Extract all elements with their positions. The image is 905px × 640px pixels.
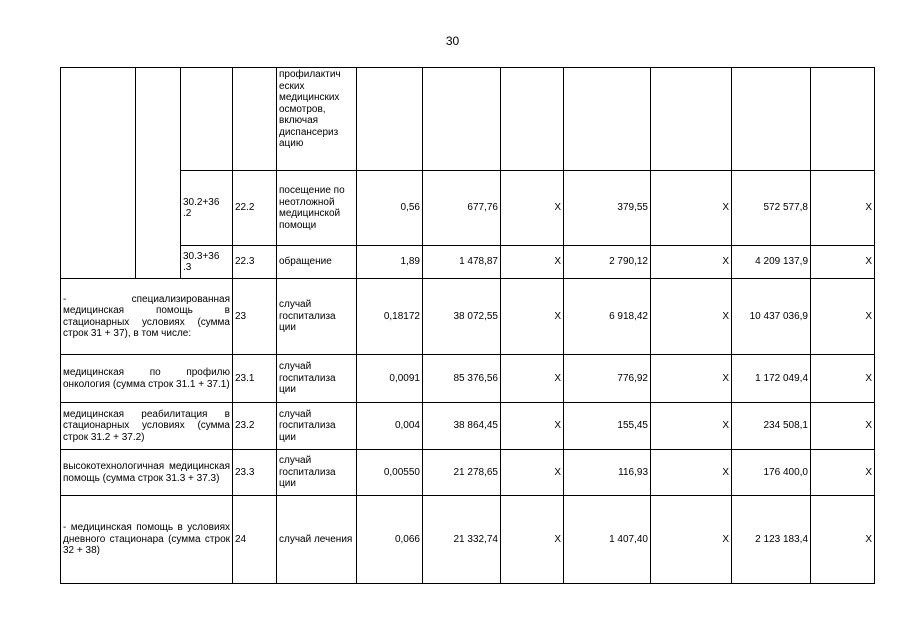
unit-cell: случай госпитализа ции (277, 355, 357, 403)
table-row (61, 496, 875, 584)
row-number-cell (233, 68, 277, 171)
table-row (61, 246, 875, 279)
code-cell: 30.3+36 .3 (181, 246, 233, 279)
value-cell (564, 68, 651, 171)
x-cell: X (501, 246, 564, 279)
value-cell: 1 478,87 (423, 246, 501, 279)
row-number-cell: 22.2 (233, 171, 277, 246)
value-cell: 6 918,42 (564, 279, 651, 355)
value-cell: 1 172 049,4 (732, 355, 811, 403)
value-cell: 4 209 137,9 (732, 246, 811, 279)
value-cell: 776,92 (564, 355, 651, 403)
description-cell: медицинская реабилитация в стационарных условиях (сумма строк 31.2 + 37.2) (61, 403, 233, 450)
value-cell: 176 400,0 (732, 450, 811, 496)
code-cell (181, 68, 233, 171)
row-number-cell: 23 (233, 279, 277, 355)
value-cell: 85 376,56 (423, 355, 501, 403)
x-cell: X (501, 355, 564, 403)
value-cell (732, 68, 811, 171)
value-cell: 234 508,1 (732, 403, 811, 450)
x-cell: X (651, 246, 732, 279)
value-cell: 38 864,45 (423, 403, 501, 450)
value-cell: 21 278,65 (423, 450, 501, 496)
value-cell: 0,00550 (357, 450, 423, 496)
unit-cell: профилактич еских медицинских осмотров, включая диспансериз ацию (277, 68, 357, 171)
row-number-cell: 22.3 (233, 246, 277, 279)
value-cell: 0,066 (357, 496, 423, 584)
value-cell: 116,93 (564, 450, 651, 496)
x-cell: X (651, 496, 732, 584)
row-number-cell: 23.1 (233, 355, 277, 403)
code-cell: 30.2+36 .2 (181, 171, 233, 246)
table-row (61, 279, 875, 355)
value-cell (357, 68, 423, 171)
x-cell: X (811, 496, 875, 584)
row-group-sub-cell (136, 68, 181, 279)
value-cell: 2 790,12 (564, 246, 651, 279)
value-cell (811, 68, 875, 171)
x-cell: X (651, 450, 732, 496)
x-cell: X (501, 279, 564, 355)
description-cell: - медицинская помощь в условиях дневного стационара (сумма строк 32 + 38) (61, 496, 233, 584)
value-cell: 155,45 (564, 403, 651, 450)
unit-cell: случай госпитализа ции (277, 450, 357, 496)
value-cell: 10 437 036,9 (732, 279, 811, 355)
unit-cell: случай госпитализа ции (277, 403, 357, 450)
value-cell: 677,76 (423, 171, 501, 246)
x-cell: X (501, 450, 564, 496)
value-cell: 1,89 (357, 246, 423, 279)
value-cell: 0,56 (357, 171, 423, 246)
x-cell: X (811, 171, 875, 246)
unit-cell: обращение (277, 246, 357, 279)
value-cell: 2 123 183,4 (732, 496, 811, 584)
value-cell: 572 577,8 (732, 171, 811, 246)
value-cell: 379,55 (564, 171, 651, 246)
row-number-cell: 24 (233, 496, 277, 584)
description-cell: медицинская по профилю онкология (сумма строк 31.1 + 37.1) (61, 355, 233, 403)
x-cell: X (651, 171, 732, 246)
value-cell: 38 072,55 (423, 279, 501, 355)
x-cell: X (811, 246, 875, 279)
unit-cell: случай лечения (277, 496, 357, 584)
unit-cell: случай госпитализа ции (277, 279, 357, 355)
value-cell (501, 68, 564, 171)
x-cell: X (501, 171, 564, 246)
x-cell: X (811, 279, 875, 355)
table-row (61, 68, 875, 171)
x-cell: X (501, 403, 564, 450)
row-group-label-cell (61, 68, 136, 279)
x-cell: X (811, 450, 875, 496)
value-cell (423, 68, 501, 171)
value-cell: 21 332,74 (423, 496, 501, 584)
x-cell: X (651, 355, 732, 403)
row-number-cell: 23.2 (233, 403, 277, 450)
x-cell: X (501, 496, 564, 584)
value-cell: 1 407,40 (564, 496, 651, 584)
description-cell: - специализированная медицинская помощь в стационарных условиях (сумма строк 31 + 37), в том числе: (61, 279, 233, 355)
value-cell (651, 68, 732, 171)
row-number-cell: 23.3 (233, 450, 277, 496)
value-cell: 0,18172 (357, 279, 423, 355)
value-cell: 0,0091 (357, 355, 423, 403)
unit-cell: посещение по неотложной медицинской помощи (277, 171, 357, 246)
x-cell: X (811, 355, 875, 403)
x-cell: X (811, 403, 875, 450)
page-number: 30 (445, 34, 460, 48)
value-cell: 0,004 (357, 403, 423, 450)
table-row (61, 403, 875, 450)
x-cell: X (651, 403, 732, 450)
description-cell: высокотехнологичная медицинская помощь (сумма строк 31.3 + 37.3) (61, 450, 233, 496)
table-row (61, 355, 875, 403)
table-row (61, 450, 875, 496)
x-cell: X (651, 279, 732, 355)
table-row (61, 171, 875, 246)
financing-table (60, 67, 875, 584)
